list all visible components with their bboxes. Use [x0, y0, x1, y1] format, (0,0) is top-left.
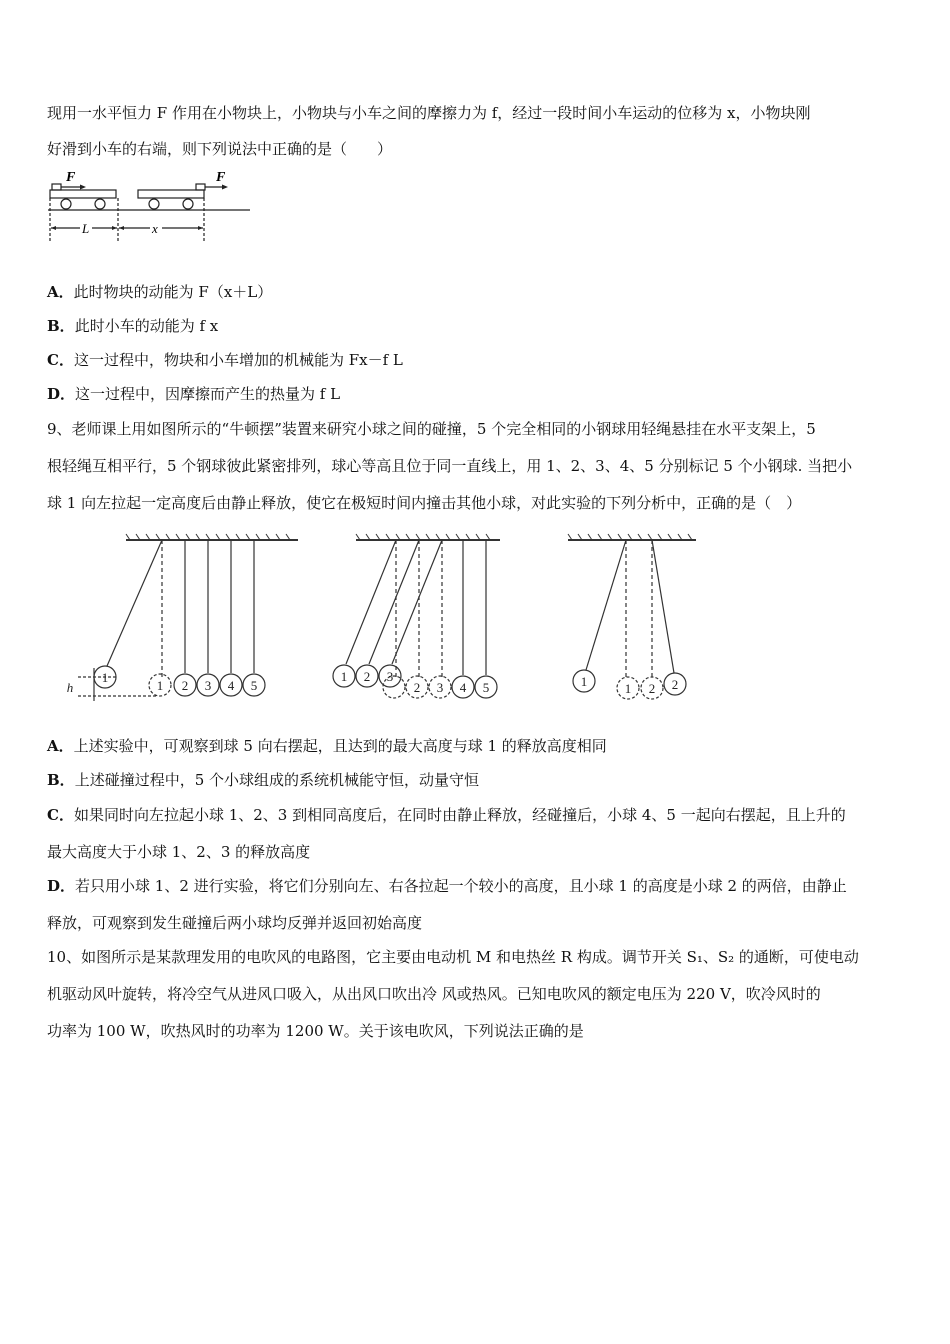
- option-letter: A．: [47, 737, 74, 755]
- q9-option-a: [47, 736, 607, 756]
- q10-stem-line-1: 10、如图所示是某款理发用的电吹风的电路图，它主要由电动机 M 和电热丝 R 构成。调节开关 S₁、S₂ 的通断，可使电动: [47, 948, 859, 966]
- option-letter: D．: [47, 385, 76, 403]
- q10-stem-line-3: 功率为 100 W，吹热风时的功率为 1200 W。关于该电吹风，下列说法正确的是: [47, 1022, 584, 1040]
- ball-label: 3: [204, 678, 212, 693]
- q8-option-c: [47, 350, 403, 370]
- q8-option-a: [47, 282, 272, 302]
- q9-stem-line-3: 球 1 向左拉起一定高度后由静止释放，使它在极短时间内撞击其他小球，对此实验的下列分析中，正确的是（ ）: [47, 494, 802, 512]
- pendulum-string: [652, 540, 674, 673]
- pendulum-string: [369, 540, 419, 664]
- ball-label: 2: [413, 680, 421, 695]
- wheel: [183, 199, 193, 209]
- force-label: F: [66, 170, 76, 185]
- force-label: F: [216, 170, 226, 185]
- option-text: 如果同时向左拉起小球 1、2、3 到相同高度后，在同时由静止释放，经碰撞后，小球 4、5 一起向右摆起，且上升的: [73, 806, 846, 824]
- wheel: [61, 199, 71, 209]
- option-text: 此时物块的动能为 F（x＋L）: [73, 283, 273, 301]
- q8-cart-figure: [46, 168, 256, 246]
- pendulum-string: [107, 540, 162, 666]
- option-letter: A．: [47, 283, 74, 301]
- ball-label: 4: [459, 680, 467, 695]
- ball-label: 1: [580, 674, 588, 689]
- ball-label: 1: [624, 681, 632, 696]
- wheel: [95, 199, 105, 209]
- length-label: L: [82, 221, 90, 236]
- cart-start: [50, 190, 116, 198]
- pendulum-string: [392, 540, 442, 664]
- block-end: [196, 184, 205, 190]
- q9-option-c-continued: 最大高度大于小球 1、2、3 的释放高度: [47, 843, 311, 861]
- option-text: 若只用小球 1、2 进行实验，将它们分别向左、右各拉起一个较小的高度，且小球 1 的高度是小球 2 的两倍，由静止: [75, 877, 847, 895]
- option-text: 这一过程中，物块和小车增加的机械能为 Fx－f L: [73, 351, 403, 369]
- q9-option-d: [47, 876, 847, 896]
- option-letter: B．: [47, 771, 75, 789]
- ball-label: 5: [250, 678, 258, 693]
- ball-label: 1: [340, 669, 348, 684]
- ball-label: 1: [101, 670, 109, 685]
- ball-label: 3: [386, 669, 394, 684]
- q8-option-d: [47, 384, 340, 404]
- pendulum-string: [346, 540, 396, 664]
- wheel: [149, 199, 159, 209]
- q9-stem-line-1: 9、老师课上用如图所示的“牛顿摆”装置来研究小球之间的碰撞，5 个完全相同的小钢球用轻绳悬挂在水平支架上，5: [47, 420, 816, 438]
- ball-label: 2: [181, 678, 189, 693]
- ball-label: 2: [363, 669, 371, 684]
- q8-stem-line-1: 现用一水平恒力 F 作用在小物块上，小物块与小车之间的摩擦力为 f，经过一段时间小车运动的位移为 x，小物块刚: [47, 104, 811, 122]
- height-label: h: [66, 680, 74, 695]
- q8-option-b: [47, 316, 218, 336]
- option-text: 这一过程中，因摩擦而产生的热量为 f L: [75, 385, 341, 403]
- displacement-label: x: [152, 221, 158, 236]
- block-start: [52, 184, 61, 190]
- q9-option-c: [47, 805, 846, 825]
- q9-newtons-cradle-figure: [58, 530, 718, 715]
- cart-end: [138, 190, 204, 198]
- q9-option-b: [47, 770, 479, 790]
- option-text: 此时小车的动能为 f x: [74, 317, 219, 335]
- ball-label: 4: [227, 678, 235, 693]
- option-letter: C．: [47, 806, 74, 824]
- option-text: 上述实验中，可观察到球 5 向右摆起，且达到的最大高度与球 1 的释放高度相同: [73, 737, 607, 755]
- option-letter: C．: [47, 351, 74, 369]
- option-letter: B．: [47, 317, 75, 335]
- q8-stem-line-2: 好滑到小车的右端，则下列说法中正确的是（ ）: [47, 140, 393, 158]
- ball-label: 2: [671, 677, 679, 692]
- q10-stem-line-2: 机驱动风叶旋转，将冷空气从进风口吸入，从出风口吹出冷 风或热风。已知电吹风的额定电压为 220 V，吹冷风时的: [47, 985, 821, 1003]
- ball-label: 3: [436, 680, 444, 695]
- pendulum-string: [586, 540, 626, 670]
- ball-label: 1: [156, 678, 164, 693]
- ball-label: 5: [482, 680, 490, 695]
- q9-option-d-continued: 释放，可观察到发生碰撞后两小球均反弹并返回初始高度: [47, 914, 423, 932]
- ball-label: 2: [648, 681, 656, 696]
- q9-stem-line-2: 根轻绳互相平行，5 个钢球彼此紧密排列，球心等高且位于同一直线上，用 1、2、3、4、5 分别标记 5 个小钢球. 当把小: [47, 457, 853, 475]
- option-text: 上述碰撞过程中，5 个小球组成的系统机械能守恒，动量守恒: [74, 771, 480, 789]
- option-letter: D．: [47, 877, 76, 895]
